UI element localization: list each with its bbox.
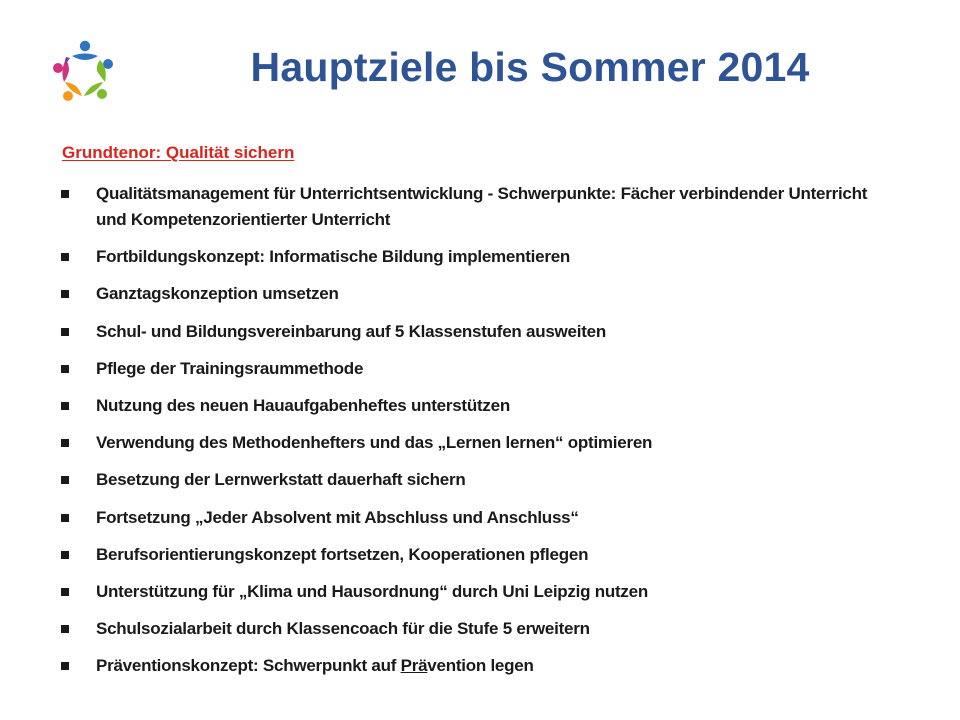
square-bullet-icon [61,290,69,298]
list-item [58,281,878,307]
list-item [58,467,878,493]
list-item [58,579,878,605]
list-item-text: Pflege der Trainingsraummethode [96,358,364,378]
square-bullet-icon [61,328,69,336]
page-title: Hauptziele bis Sommer 2014 [250,44,810,90]
list-item-text: Qualitätsmanagement für Unterrichtsentwicklung - Schwerpunkte: Fächer verbindender Unterricht und Kompetenzorientierter Unterricht [96,184,868,229]
list-item-text: Fortbildungskonzept: Informatische Bildung implementieren [96,247,571,267]
square-bullet-icon [61,190,69,198]
list-item-text: Schulsozialarbeit durch Klassencoach für die Stufe 5 erweitern [96,619,590,639]
list-item-text [96,656,534,675]
list-item [58,181,878,233]
list-item-text: Besetzung der Lernwerkstatt dauerhaft sichern [96,470,466,490]
square-bullet-icon [61,365,69,373]
square-bullet-icon [61,662,69,670]
list-item-text-underlined: Prä [400,656,428,676]
list-item-text: Verwendung des Methodenhefters und das „Lernen lernen“ optimieren [96,433,653,453]
list-item-text-before: Präventionskonzept: Schwerpunkt auf [96,656,401,676]
list-item-text: Berufsorientierungskonzept fortsetzen, Kooperationen pflegen [96,544,589,564]
square-bullet-icon [61,551,69,559]
list-item-text: Fortsetzung „Jeder Absolvent mit Abschluss und Anschluss“ [96,507,579,527]
list-item [58,542,878,568]
bullet-list [58,181,878,690]
list-item-text: Nutzung des neuen Hauaufgabenheftes unterstützen [96,395,510,415]
square-bullet-icon [61,439,69,447]
square-bullet-icon [61,402,69,410]
list-item [58,505,878,531]
list-item [58,430,878,456]
square-bullet-icon [61,476,69,484]
square-bullet-icon [61,514,69,522]
list-item-text-after: vention legen [427,656,534,676]
list-item [58,616,878,642]
people-circle-logo-icon [48,38,120,110]
square-bullet-icon [61,625,69,633]
square-bullet-icon [61,253,69,261]
list-item-text: Schul- und Bildungsvereinbarung auf 5 Klassenstufen ausweiten [96,321,606,341]
list-item [58,356,878,382]
list-item [58,393,878,419]
list-item-text: Unterstützung für „Klima und Hausordnung“ durch Uni Leipzig nutzen [96,581,649,601]
list-item [58,319,878,345]
list-item [58,653,878,679]
list-item-text: Ganztagskonzeption umsetzen [96,284,339,304]
square-bullet-icon [61,588,69,596]
subtitle: Grundtenor: Qualität sichern [62,143,295,162]
list-item [58,244,878,270]
